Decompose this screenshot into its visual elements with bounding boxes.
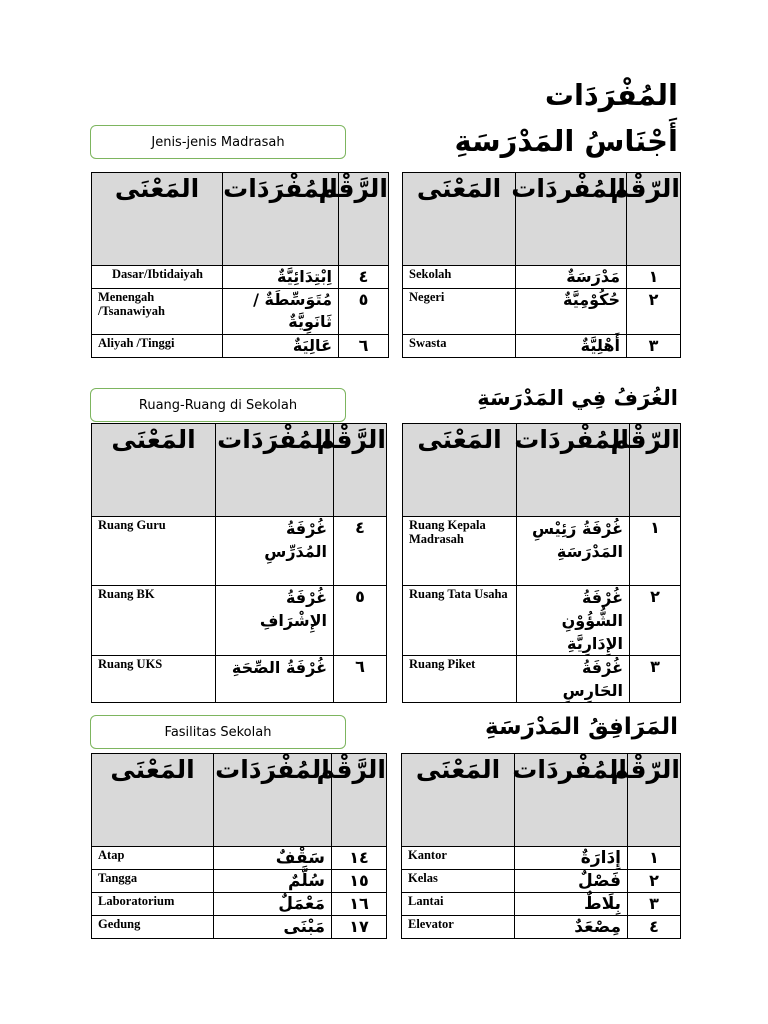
- header-vocab: المُفْردَات: [517, 424, 630, 517]
- meaning-cell: Negeri: [403, 289, 516, 335]
- column-gap: [387, 586, 403, 656]
- meaning-cell: Swasta: [403, 335, 516, 358]
- header-meaning: المَعْنَى: [403, 173, 516, 266]
- header-meaning: المَعْنَى: [402, 754, 515, 847]
- table-row: [92, 335, 681, 358]
- vocab-cell: غُرْفَةُ الإِشْرَافِ: [216, 586, 334, 656]
- meaning-cell: Aliyah /Tinggi: [92, 335, 223, 358]
- number-cell: ٢: [628, 870, 681, 893]
- number-cell: ١: [628, 847, 681, 870]
- table-row: [92, 916, 681, 939]
- table-row: [92, 289, 681, 335]
- section-title-rooms: الغُرَفُ فِي المَدْرَسَةِ: [477, 386, 678, 410]
- header-vocab: المُفْردَات: [516, 173, 627, 266]
- section-label-types: Jenis-jenis Madrasah: [90, 125, 346, 159]
- number-cell: ٥: [334, 586, 387, 656]
- header-number: الرّقْم: [628, 754, 681, 847]
- section-title-types: أَجْنَاسُ المَدْرَسَةِ: [454, 124, 678, 158]
- vocab-table-school-types: [91, 172, 681, 358]
- table-row: [92, 656, 681, 703]
- vocab-cell: غُرْفَةُ المُدَرِّسِ: [216, 517, 334, 586]
- meaning-cell: Ruang UKS: [92, 656, 216, 703]
- number-cell: ٦: [339, 335, 389, 358]
- vocab-cell: سُلَّمٌ: [214, 870, 332, 893]
- column-gap: [387, 424, 403, 517]
- number-cell: ١٤: [332, 847, 387, 870]
- meaning-cell: Tangga: [92, 870, 214, 893]
- table-header-row: [92, 424, 681, 517]
- table-header-row: [92, 173, 681, 266]
- vocab-cell: بِلَاطٌ: [515, 893, 628, 916]
- vocab-cell: حُكُوْمِيَّةٌ: [516, 289, 627, 335]
- table-row: [92, 893, 681, 916]
- column-gap: [387, 916, 402, 939]
- header-vocab: المُفْرَدَات: [216, 424, 334, 517]
- page-title: المُفْرَدَات: [544, 78, 678, 112]
- table-header-row: [92, 754, 681, 847]
- vocab-cell: مَبْنَى: [214, 916, 332, 939]
- meaning-cell: Menengah /Tsanawiyah: [92, 289, 223, 335]
- number-cell: ١٥: [332, 870, 387, 893]
- number-cell: ٥: [339, 289, 389, 335]
- header-number: الرَّقْم: [339, 173, 389, 266]
- vocab-cell: مَعْمَلٌ: [214, 893, 332, 916]
- meaning-cell: Kelas: [402, 870, 515, 893]
- meaning-cell: Elevator: [402, 916, 515, 939]
- number-cell: ٤: [339, 266, 389, 289]
- number-cell: ٣: [627, 335, 681, 358]
- header-number: الرَّقْم: [332, 754, 387, 847]
- header-number: الرّقْم: [630, 424, 681, 517]
- header-number: الرَّقْم: [334, 424, 387, 517]
- vocab-cell: مِصْعَدٌ: [515, 916, 628, 939]
- meaning-cell: Laboratorium: [92, 893, 214, 916]
- meaning-cell: Ruang Tata Usaha: [403, 586, 517, 656]
- vocab-cell: فَصْلٌ: [515, 870, 628, 893]
- vocab-cell: غُرْفَةُ الصِّحَةِ: [216, 656, 334, 703]
- vocab-cell: عَالِيَةٌ: [223, 335, 339, 358]
- vocab-cell: مُتَوَسِّطَةٌ / ثَانَوِيَّةٌ: [223, 289, 339, 335]
- meaning-cell: Lantai: [402, 893, 515, 916]
- number-cell: ١: [627, 266, 681, 289]
- number-cell: ٦: [334, 656, 387, 703]
- header-meaning: المَعْنَى: [92, 424, 216, 517]
- number-cell: ٤: [628, 916, 681, 939]
- meaning-cell: Ruang Kepala Madrasah: [403, 517, 517, 586]
- vocab-cell: إِدَارَةٌ: [515, 847, 628, 870]
- vocab-cell: غُرْفَةُ الحَارِسِ: [517, 656, 630, 703]
- meaning-cell: Gedung: [92, 916, 214, 939]
- vocab-table-facilities: [91, 753, 681, 939]
- meaning-cell: Kantor: [402, 847, 515, 870]
- column-gap: [387, 517, 403, 586]
- header-meaning: المَعْنَى: [403, 424, 517, 517]
- vocab-cell: غُرْفَةُ الشُّؤُوْنِ الإِدَارِيَّةِ: [517, 586, 630, 656]
- meaning-cell: Sekolah: [403, 266, 516, 289]
- table-row: [92, 266, 681, 289]
- column-gap: [387, 656, 403, 703]
- column-gap: [387, 893, 402, 916]
- number-cell: ٣: [630, 656, 681, 703]
- number-cell: ١٦: [332, 893, 387, 916]
- number-cell: ٣: [628, 893, 681, 916]
- meaning-cell: Ruang Piket: [403, 656, 517, 703]
- section-label-rooms: Ruang-Ruang di Sekolah: [90, 388, 346, 422]
- header-number: الرّقْم: [627, 173, 681, 266]
- number-cell: ٢: [630, 586, 681, 656]
- column-gap: [389, 266, 403, 289]
- header-vocab: المُفْرَدَات: [223, 173, 339, 266]
- header-meaning: المَعْنَى: [92, 173, 223, 266]
- header-meaning: المَعْنَى: [92, 754, 214, 847]
- table-row: [92, 847, 681, 870]
- number-cell: ١٧: [332, 916, 387, 939]
- column-gap: [387, 754, 402, 847]
- vocab-cell: سَقْفٌ: [214, 847, 332, 870]
- section-label-facilities: Fasilitas Sekolah: [90, 715, 346, 749]
- meaning-cell: Ruang Guru: [92, 517, 216, 586]
- table-row: [92, 517, 681, 586]
- section-title-facilities: المَرَافِقُ المَدْرَسَةِ: [485, 714, 678, 740]
- meaning-cell: Ruang BK: [92, 586, 216, 656]
- vocab-cell: غُرْفَةُ رَئِيْسِ المَدْرَسَةِ: [517, 517, 630, 586]
- vocab-cell: أَهْلِيَّةٌ: [516, 335, 627, 358]
- column-gap: [387, 870, 402, 893]
- header-vocab: المُفْرَدَات: [214, 754, 332, 847]
- column-gap: [387, 847, 402, 870]
- number-cell: ٤: [334, 517, 387, 586]
- header-vocab: المُفْردَات: [515, 754, 628, 847]
- meaning-cell: Atap: [92, 847, 214, 870]
- column-gap: [389, 289, 403, 335]
- table-row: [92, 586, 681, 656]
- vocab-table-rooms: [91, 423, 681, 703]
- column-gap: [389, 173, 403, 266]
- vocab-cell: مَدْرَسَةٌ: [516, 266, 627, 289]
- meaning-cell: Dasar/Ibtidaiyah: [92, 266, 223, 289]
- table-row: [92, 870, 681, 893]
- number-cell: ١: [630, 517, 681, 586]
- column-gap: [389, 335, 403, 358]
- number-cell: ٢: [627, 289, 681, 335]
- vocab-cell: اِبْتِدَائِيَّةٌ: [223, 266, 339, 289]
